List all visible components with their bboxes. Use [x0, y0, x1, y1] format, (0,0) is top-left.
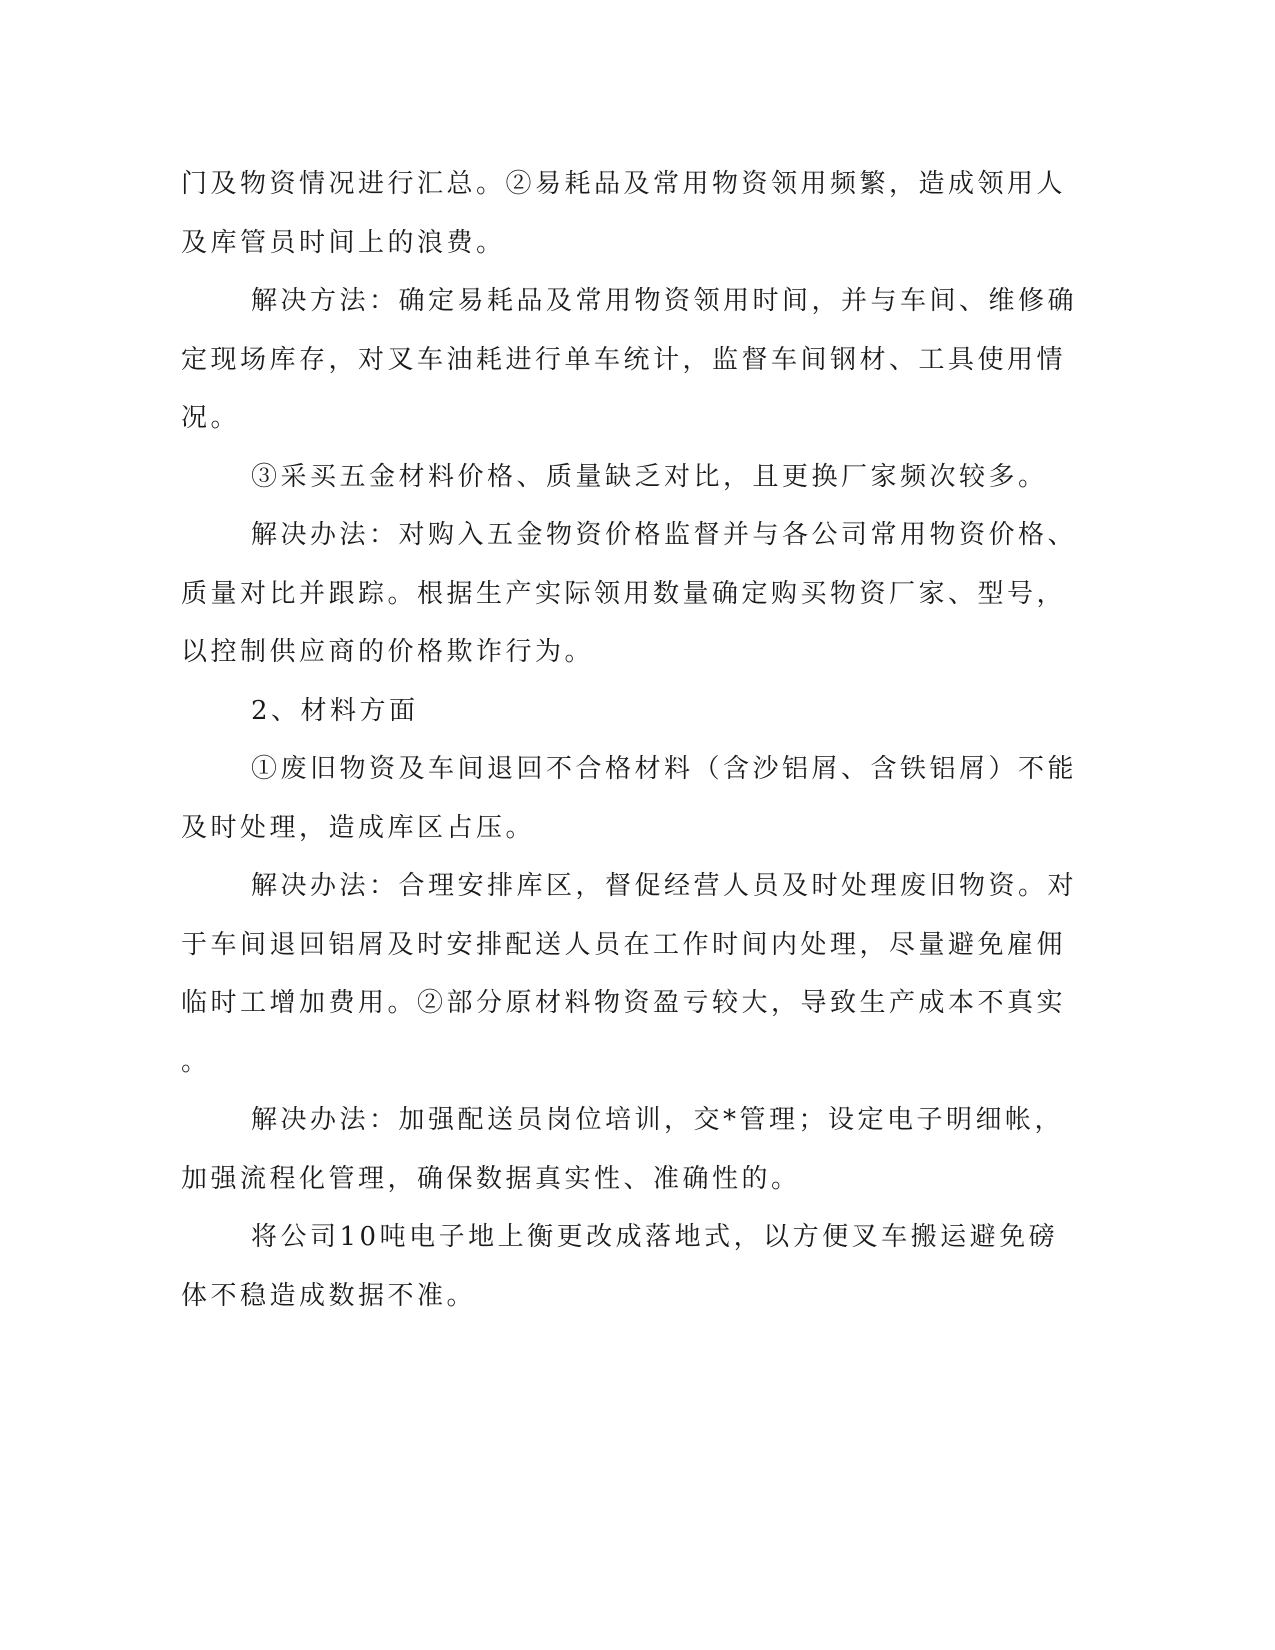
text-line: 解决办法：对购入五金物资价格监督并与各公司常用物资价格、 — [251, 520, 1078, 550]
text-line: 加强流程化管理，确保数据真实性、准确性的。 — [181, 1163, 801, 1194]
text-line: 定现场库存，对叉车油耗进行单车统计，监督车间钢材、工具使用情 — [181, 344, 1067, 375]
text-line: ①废旧物资及车间退回不合格材料（含沙铝屑、含铁铝屑）不能 — [251, 754, 1078, 784]
text-line: 解决办法：加强配送员岗位培训，交*管理；设定电子明细帐， — [251, 1105, 1065, 1135]
text-line: 门及物资情况进行汇总。②易耗品及常用物资领用频繁，造成领用人 — [181, 169, 1067, 199]
text-line: 临时工增加费用。②部分原材料物资盈亏较大，导致生产成本不真实 — [181, 988, 1067, 1018]
text-line: 于车间退回铝屑及时安排配送人员在工作时间内处理，尽量避免雇佣 — [181, 929, 1067, 960]
section-heading: 2、材料方面 — [251, 695, 419, 726]
text-line: 体不稳造成数据不准。 — [181, 1280, 477, 1311]
text-line: 解决办法：合理安排库区，督促经营人员及时处理废旧物资。对 — [251, 871, 1078, 901]
text-line: 及库管员时间上的浪费。 — [181, 227, 506, 258]
text-line: 解决方法：确定易耗品及常用物资领用时间，并与车间、维修确 — [251, 286, 1078, 316]
text-line: ③采买五金材料价格、质量缺乏对比，且更换厂家频次较多。 — [251, 461, 1048, 492]
text-line: 将公司10吨电子地上衡更改成落地式，以方便叉车搬运避免磅 — [251, 1222, 1059, 1252]
text-line: 及时处理，造成库区占压。 — [181, 812, 536, 843]
text-line: 。 — [181, 1046, 211, 1077]
document-body — [181, 155, 1078, 1325]
text-line: 以控制供应商的价格欺诈行为。 — [181, 637, 595, 667]
text-line: 质量对比并跟踪。根据生产实际领用数量确定购买物资厂家、型号， — [181, 578, 1067, 609]
text-line: 况。 — [181, 403, 241, 433]
